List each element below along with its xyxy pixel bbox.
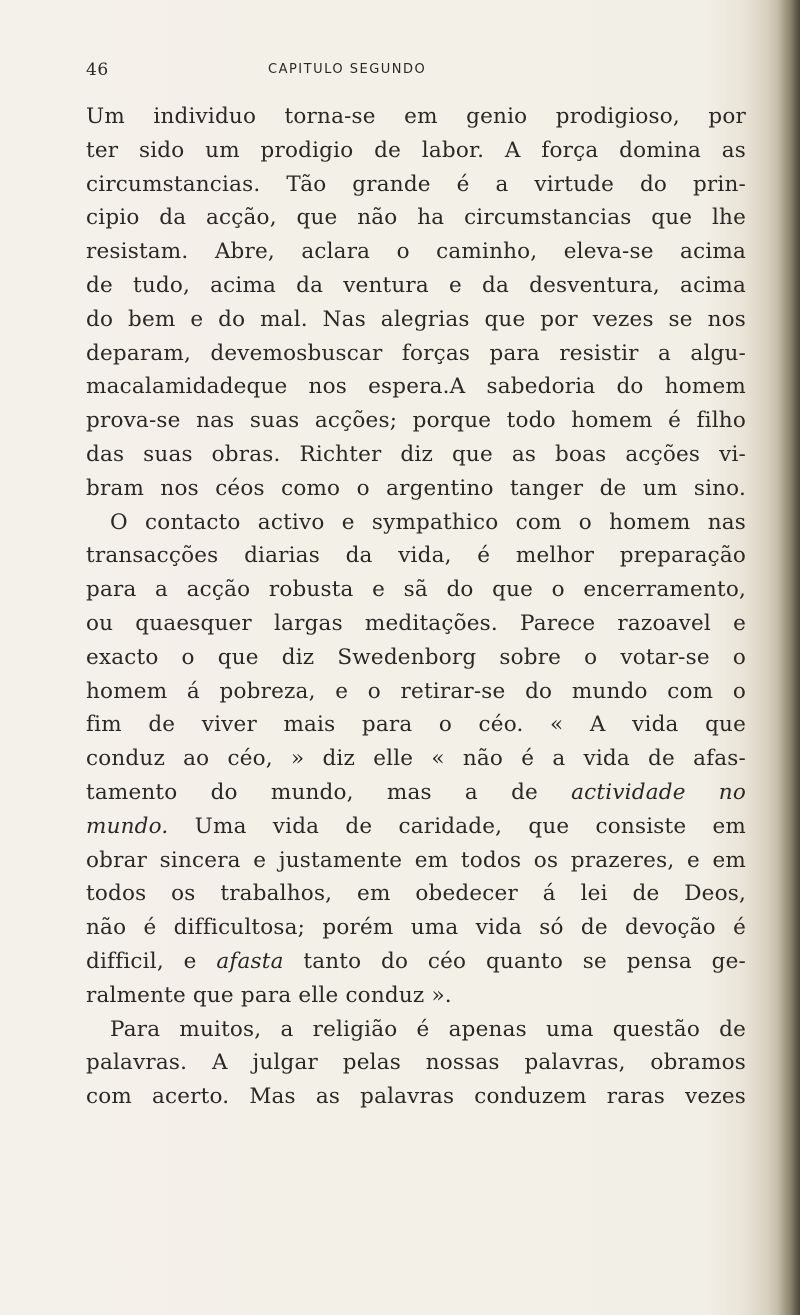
- text-run: Uma vida de caridade, que consiste em: [168, 813, 746, 839]
- text-line: com acerto. Mas as palavras conduzem raras vezes: [86, 1084, 746, 1110]
- text-line: macalamidadeque nos espera.A sabedoria do homem: [86, 374, 746, 400]
- text-line: palavras. A julgar pelas nossas palavras, obramos: [86, 1050, 746, 1076]
- page-header: [86, 60, 736, 84]
- text-line: obrar sincera e justamente em todos os prazeres, e em: [86, 847, 746, 873]
- text-line: fim de viver mais para o céo. « A vida que: [86, 712, 746, 738]
- text-line: cipio da acção, que não ha circumstancias que lhe: [86, 205, 746, 231]
- text-line: [86, 945, 746, 979]
- text-line: não é difficultosa; porém uma vida só de devoção é: [86, 915, 746, 941]
- text-line: do bem e do mal. Nas alegrias que por vezes se nos: [86, 306, 746, 332]
- text-line: ralmente que para elle conduz ».: [86, 982, 452, 1008]
- text-line: resistam. Abre, aclara o caminho, eleva-se acima: [86, 239, 746, 265]
- italic-run: afasta: [216, 948, 284, 974]
- text-line: Um individuo torna-se em genio prodigioso, por: [86, 104, 746, 129]
- page-number: 46: [86, 60, 109, 80]
- italic-run: mundo.: [86, 813, 169, 839]
- page-edge-shadow: [778, 0, 800, 1315]
- italic-run: actividade no: [571, 779, 746, 805]
- text-run: tamento do mundo, mas a de: [86, 779, 572, 805]
- text-line: Para muitos, a religião é apenas uma questão de: [110, 1016, 746, 1042]
- text-line: transacções diarias da vida, é melhor preparação: [86, 543, 746, 569]
- text-line: bram nos céos como o argentino tanger de um sino.: [86, 475, 746, 501]
- text-line: [86, 810, 746, 844]
- text-line: conduz ao céo, » diz elle « não é a vida de afas-: [86, 746, 746, 772]
- text-line: exacto o que diz Swedenborg sobre o votar-se o: [86, 644, 746, 670]
- body-text: [86, 100, 746, 1114]
- text-line: ou quaesquer largas meditações. Parece razoavel e: [86, 610, 746, 636]
- text-line: circumstancias. Tão grande é a virtude do prin-: [86, 171, 746, 197]
- text-line: de tudo, acima da ventura e da desventura, acima: [86, 272, 746, 298]
- text-line: O contacto activo e sympathico com o homem nas: [110, 509, 746, 535]
- text-line: homem á pobreza, e o retirar-se do mundo com o: [86, 678, 746, 704]
- text-line: para a acção robusta e sã do que o encerramento,: [86, 577, 746, 603]
- text-run: difficil, e: [86, 948, 217, 974]
- running-head: CAPITULO SEGUNDO: [268, 62, 427, 77]
- text-line: [86, 776, 746, 810]
- text-run: tanto do céo quanto se pensa ge-: [283, 948, 746, 974]
- text-line: deparam, devemosbuscar forças para resistir a algu-: [86, 340, 746, 366]
- text-line: ter sido um prodigio de labor. A força domina as: [86, 137, 746, 163]
- text-line: todos os trabalhos, em obedecer á lei de Deos,: [86, 881, 746, 907]
- text-line: das suas obras. Richter diz que as boas acções vi-: [86, 441, 746, 467]
- text-line: prova-se nas suas acções; porque todo homem é filho: [86, 408, 746, 434]
